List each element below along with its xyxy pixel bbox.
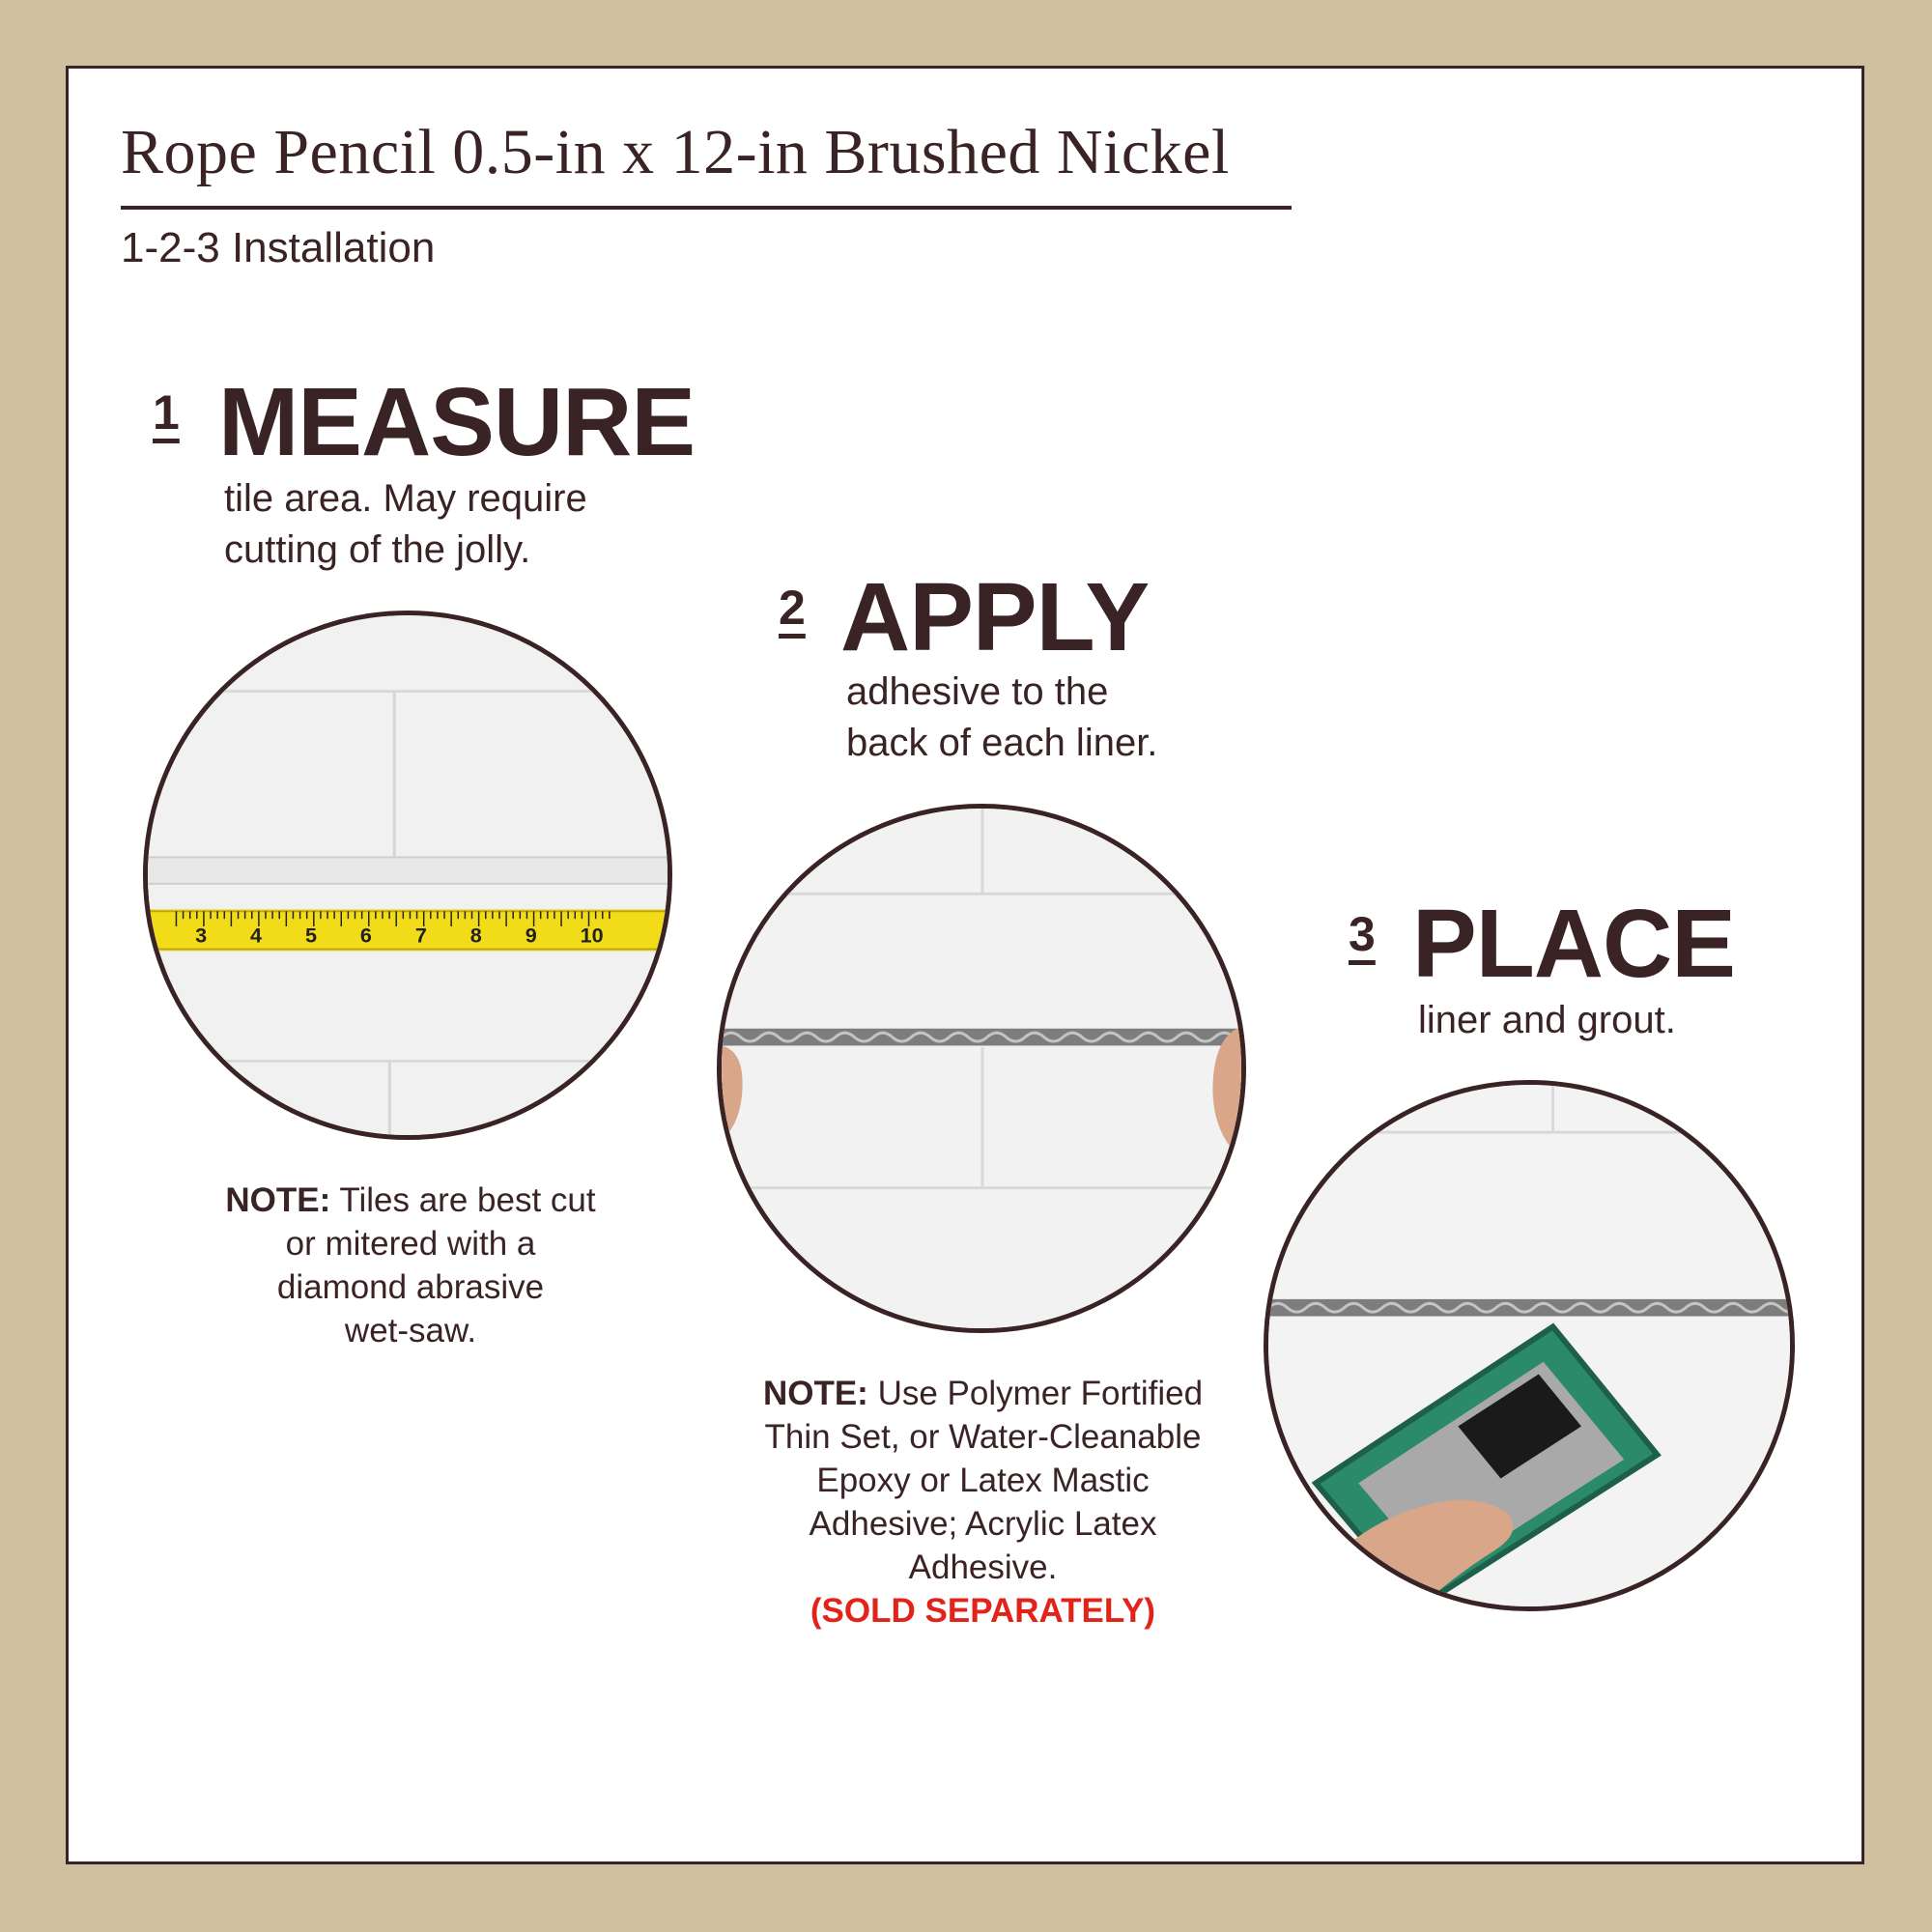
step-1-line-2: cutting of the jolly. <box>224 528 531 571</box>
step-2-note-line-5: Adhesive. <box>908 1548 1058 1586</box>
step-1-line-1: tile area. May require <box>224 477 587 520</box>
step-1-note-line-2: or mitered with a <box>285 1225 536 1263</box>
tape-number: 4 <box>250 923 263 948</box>
step-2-line-2: back of each liner. <box>846 722 1158 764</box>
step-2-note-line-1: Use Polymer Fortified <box>877 1375 1204 1412</box>
step-1-heading: MEASURE <box>218 368 696 476</box>
tape-number: 3 <box>195 923 208 948</box>
step-3-description <box>1418 995 1676 1046</box>
grout-float-photo <box>1264 1080 1795 1611</box>
step-2-note-line-3: Epoxy or Latex Mastic <box>816 1462 1150 1499</box>
step-2-line-1: adhesive to the <box>846 670 1109 713</box>
tape-number: 7 <box>414 923 427 948</box>
step-2-description <box>846 667 1157 769</box>
step-1-note-line-4: wet-saw. <box>344 1312 477 1350</box>
page-title: Rope Pencil 0.5-in x 12-in Brushed Nickel <box>121 117 1230 187</box>
tape-number: 5 <box>304 923 317 948</box>
step-1-note-line-1: Tiles are best cut <box>339 1181 596 1219</box>
step-2-note-line-2: Thin Set, or Water-Cleanable <box>764 1418 1202 1456</box>
step-2-note-line-4: Adhesive; Acrylic Latex <box>809 1505 1157 1543</box>
step-2-note <box>729 1372 1236 1633</box>
step-1-note-line-3: diamond abrasive <box>276 1268 545 1306</box>
step-1-note-label: NOTE: <box>225 1181 331 1219</box>
tape-number: 9 <box>525 923 537 948</box>
step-3-heading: PLACE <box>1412 890 1735 998</box>
step-3-line-1: liner and grout. <box>1418 999 1676 1041</box>
tape-number: 8 <box>469 923 482 948</box>
step-1-note <box>188 1179 633 1352</box>
step-1-description <box>224 473 587 576</box>
step-1-number: 1 <box>153 385 180 440</box>
liner-placement-photo <box>717 804 1246 1333</box>
measuring-tape-photo <box>143 611 672 1140</box>
page-subtitle: 1-2-3 Installation <box>121 224 436 271</box>
step-3-number: 3 <box>1349 907 1376 961</box>
tape-number: 6 <box>359 923 372 948</box>
sold-separately-label: (SOLD SEPARATELY) <box>810 1592 1156 1630</box>
title-divider <box>121 206 1292 210</box>
step-2-heading: APPLY <box>840 563 1150 671</box>
step-2-note-label: NOTE: <box>762 1375 868 1412</box>
tape-number: 10 <box>580 923 604 948</box>
step-2-number: 2 <box>779 581 806 635</box>
